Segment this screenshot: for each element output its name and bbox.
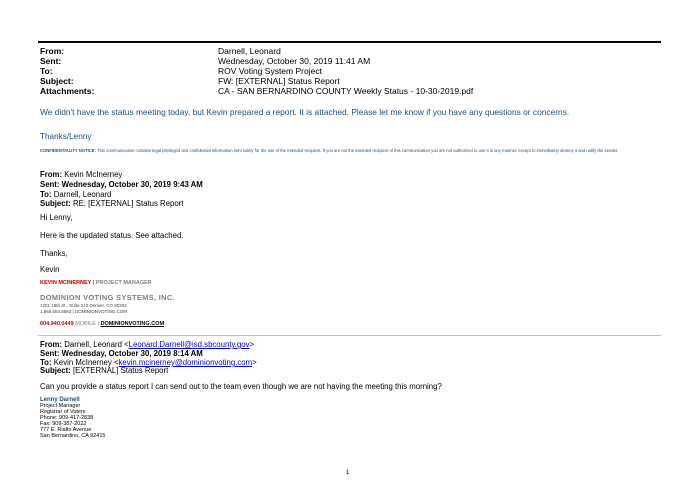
fwd1-sent-line xyxy=(40,180,203,190)
lenny-line: Registrar of Voters xyxy=(40,409,86,415)
mobile-number: 604.940.0449 xyxy=(40,321,74,327)
sent-label: Sent: xyxy=(40,56,62,66)
fwd1-greeting: Hi Lenny, xyxy=(40,213,73,222)
to-row xyxy=(40,66,660,76)
fwd1-to-value: Darnell, Leonard xyxy=(53,190,112,199)
fwd2-from-label: From: xyxy=(40,340,63,349)
company-logo-text: DOMINION VOTING SYSTEMS, INC. xyxy=(40,293,175,302)
from-row xyxy=(40,46,660,56)
lenny-line: Phone: 909-417-2838 xyxy=(40,415,94,421)
fwd1-sent-label: Sent: xyxy=(40,180,60,189)
fwd1-body: Here is the updated status. See attached. xyxy=(40,231,184,240)
subject-label: Subject: xyxy=(40,76,74,86)
to-value: ROV Voting System Project xyxy=(218,66,322,76)
header-rule xyxy=(38,41,661,43)
attachment-link[interactable]: CA - SAN BERNARDINO COUNTY Weekly Status - 10-30-2019.pdf xyxy=(218,86,474,96)
fwd2-sent-label: Sent: xyxy=(40,349,60,358)
sent-value: Wednesday, October 30, 2019 11:41 AM xyxy=(218,56,371,66)
fwd2-subject-value: [EXTERNAL] Status Report xyxy=(72,366,169,375)
fwd2-to-close: > xyxy=(252,358,257,367)
signature-name-line xyxy=(40,280,152,286)
confidentiality-label: CONFIDENTIALITY NOTICE: xyxy=(40,148,96,153)
signature-name: KEVIN MCINERNEY xyxy=(40,280,92,286)
fwd1-from-value: Kevin McInerney xyxy=(64,170,123,179)
signature-separator: | xyxy=(92,280,95,286)
fwd2-subject-line xyxy=(40,366,168,376)
signature-title: PROJECT MANAGER xyxy=(95,280,152,286)
fwd1-from-label: From: xyxy=(40,170,63,179)
lenny-name: Lenny Darnell xyxy=(40,397,80,403)
from-label: From: xyxy=(40,46,65,56)
subject-value: FW: [EXTERNAL] Status Report xyxy=(218,76,340,86)
fwd1-from-line xyxy=(40,170,122,180)
company-phone-web: 1.866.654.8683 | DOMINIONVOTING.COM xyxy=(40,309,127,314)
fwd2-to-email-link[interactable]: kevin.mcinerney@dominionvoting.com xyxy=(118,358,253,367)
website-link[interactable]: DOMINIONVOTING.COM xyxy=(100,321,165,327)
lenny-line: Fax: 909-387-2022 xyxy=(40,421,87,427)
fwd2-from-name: Darnell, Leonard < xyxy=(64,340,129,349)
fwd2-from-email-link[interactable]: Leonard.Darnell@isd.sbcounty.gov xyxy=(128,340,250,349)
fwd2-to-name: Kevin McInerney < xyxy=(53,358,119,367)
fwd1-subject-label: Subject: xyxy=(40,199,71,208)
confidentiality-notice xyxy=(40,148,665,154)
message-body: We didn't have the status meeting today, but Kevin prepared a report. It is attached. Please let me know if you have any questions or concerns. xyxy=(40,107,570,117)
fwd1-name: Kevin xyxy=(40,265,60,274)
attachments-row xyxy=(40,86,660,96)
to-label: To: xyxy=(40,66,53,76)
from-value: Darnell, Leonard xyxy=(218,46,281,56)
fwd2-sent-value: Wednesday, October 30, 2019 8:14 AM xyxy=(61,349,203,358)
email-header xyxy=(40,46,660,96)
lenny-line: Project Manager xyxy=(40,403,81,409)
message-signoff: Thanks/Lenny xyxy=(40,132,92,141)
company-address: 1201 18th St., Suite 210 Denver, CO 80202 xyxy=(40,303,127,308)
lenny-signature xyxy=(40,397,105,439)
fwd1-subject-value: RE: [EXTERNAL] Status Report xyxy=(72,199,184,208)
page-number: 1 xyxy=(346,470,350,476)
attachments-label: Attachments: xyxy=(40,86,95,96)
fwd2-from-close: > xyxy=(249,340,255,349)
fwd1-thanks: Thanks, xyxy=(40,249,68,258)
fwd1-to-label: To: xyxy=(40,190,52,199)
lenny-line: 777 E. Rialto Avenue xyxy=(40,427,92,433)
fwd2-body: Can you provide a status report I can send out to the team even though we are not having the meeting this morning? xyxy=(40,382,442,391)
fwd2-to-label: To: xyxy=(40,358,52,367)
subject-row xyxy=(40,76,660,86)
sent-row xyxy=(40,56,660,66)
fwd1-sent-value: Wednesday, October 30, 2019 9:43 AM xyxy=(61,180,203,189)
mobile-line xyxy=(40,321,164,327)
fwd2-subject-label: Subject: xyxy=(40,366,71,375)
fwd1-subject-line xyxy=(40,199,183,209)
lenny-line: San Bernardino, CA 92415 xyxy=(40,433,106,439)
confidentiality-text: This communication contains legal privileged and confidential information sent solely for the use of the intended recipient. If you are not the intended recipient of this communication you are not authorized to use it in any manner, except to immediately destroy it and notify the sender. xyxy=(97,148,619,153)
mobile-label: MOBILE | xyxy=(75,321,99,327)
message-separator xyxy=(38,335,661,336)
